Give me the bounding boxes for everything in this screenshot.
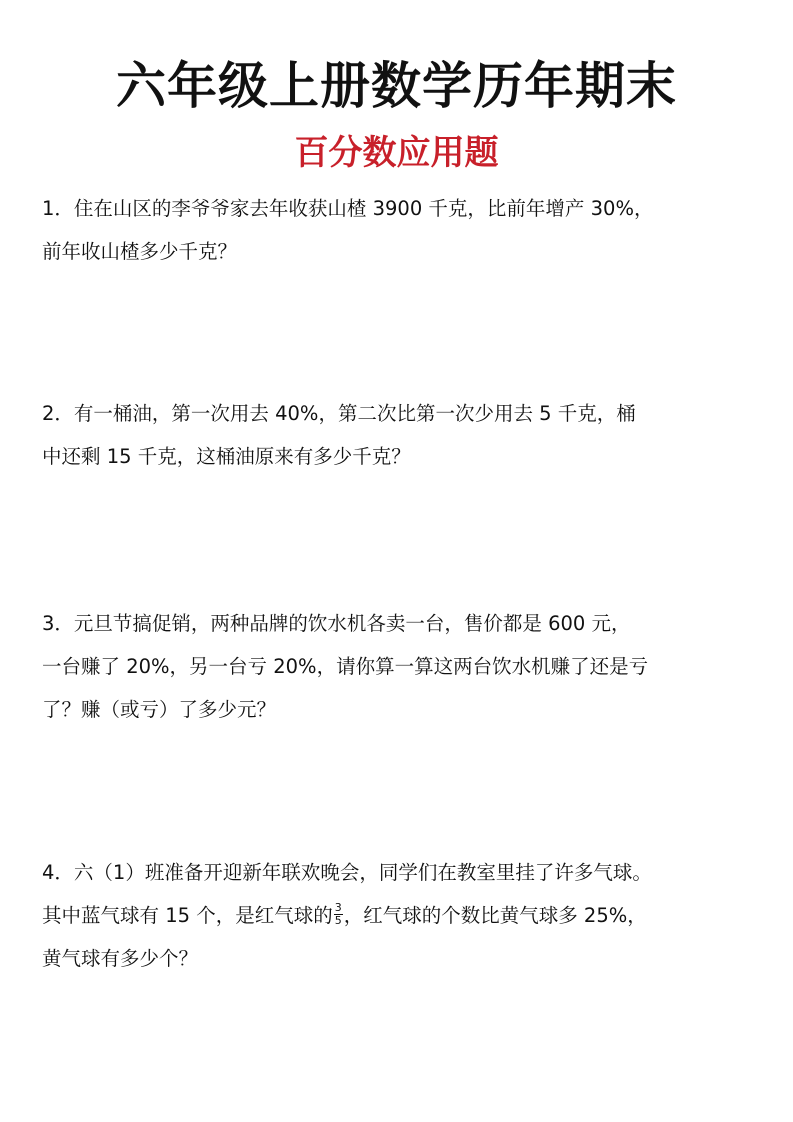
question-2-line-1: 2．有一桶油，第一次用去 40%，第二次比第一次少用去 5 千克，桶 — [42, 402, 636, 425]
question-1 — [42, 187, 758, 273]
question-3-line-2: 一台赚了 20%，另一台亏 20%，请你算一算这两台饮水机赚了还是亏 — [42, 655, 649, 678]
fraction-numerator: 3 — [334, 901, 342, 914]
question-4-line-2 — [42, 894, 758, 937]
question-4-line-1: 4．六（1）班准备开迎新年联欢晚会，同学们在教室里挂了许多气球。 — [42, 861, 652, 884]
question-3-line-1: 3．元旦节搞促销，两种品牌的饮水机各卖一台，售价都是 600 元， — [42, 612, 631, 635]
fraction-denominator: 5 — [334, 914, 342, 927]
question-3 — [42, 602, 758, 731]
question-2 — [42, 392, 758, 478]
question-4-line-2-before: 其中蓝气球有 15 个，是红气球的 — [42, 904, 333, 927]
page-subtitle: 百分数应用题 — [294, 133, 499, 173]
question-2-line-2: 中还剩 15 千克，这桶油原来有多少千克？ — [42, 445, 411, 468]
question-1-line-2: 前年收山楂多少千克？ — [42, 240, 238, 263]
page-title: 六年级上册数学历年期末 — [116, 57, 677, 115]
question-4-line-3: 黄气球有多少个？ — [42, 947, 199, 970]
question-3-line-3: 了？赚（或亏）了多少元？ — [42, 698, 277, 721]
fraction-three-fifths — [334, 902, 343, 927]
question-4-line-2-after: ，红气球的个数比黄气球多 25%， — [343, 904, 647, 927]
question-4 — [42, 851, 758, 980]
question-1-line-1: 1．住在山区的李爷爷家去年收获山楂 3900 千克，比前年增产 30%， — [42, 197, 654, 220]
